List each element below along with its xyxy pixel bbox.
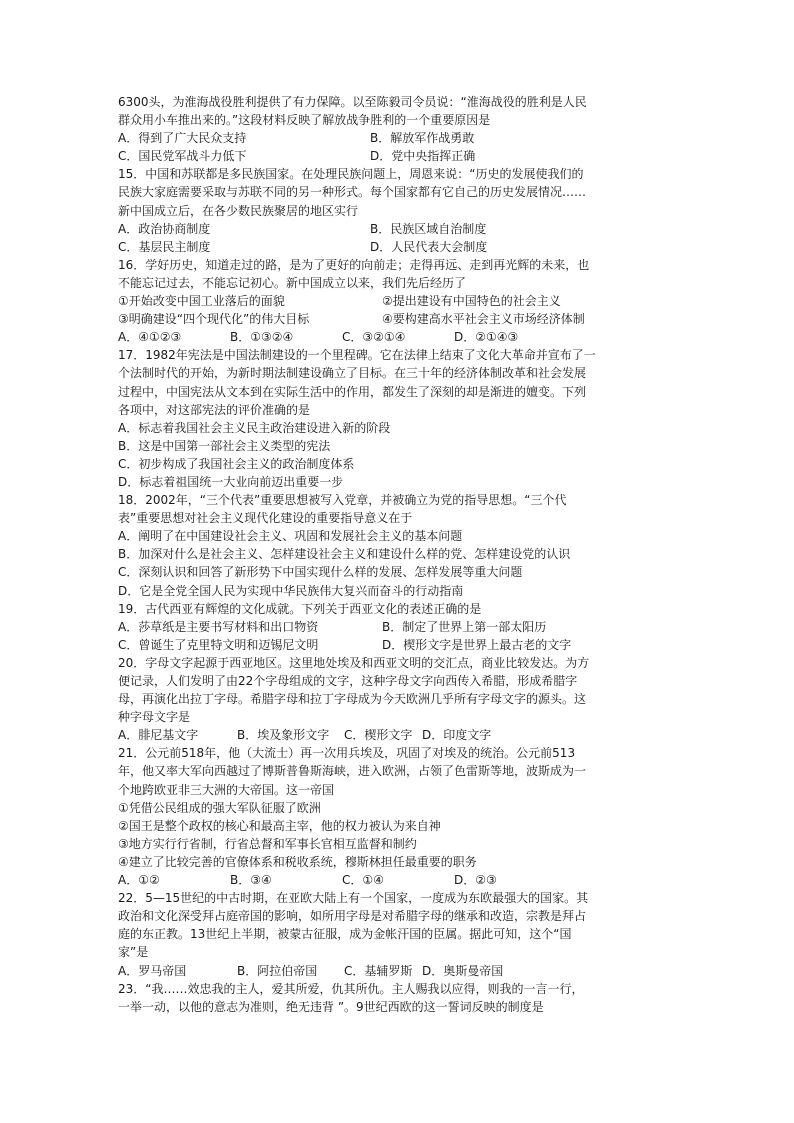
statement-4: ④建立了比较完善的官僚体系和税收系统，穆斯林担任最重要的职务 <box>118 854 477 869</box>
question-text: 过程中，中国宪法从文本到在实际生活中的作用，都发生了深刻的却是渐进的嬗变。下列 <box>118 384 587 399</box>
option-a: A．标志着我国社会主义民主政治建设进入新的阶段 <box>118 420 391 435</box>
option-c: C．基层民主制度 <box>118 239 211 254</box>
option-d: D．它是全党全国人民为实现中华民族伟大复兴而奋斗的行动指南 <box>118 583 464 598</box>
statement-4: ④要构建高水平社会主义市场经济体制 <box>382 312 585 327</box>
question-text: 种字母文字是 <box>118 710 191 725</box>
option-a: A．得到了广大民众支持 <box>118 131 247 146</box>
option-row <box>118 726 678 744</box>
option-d: D．印度文字 <box>422 728 492 743</box>
question-text: 群众用小车推出来的。”这段材料反映了解放战争胜利的一个重要原因是 <box>118 113 491 128</box>
statement-2: ②国王是整个政权的核心和最高主宰，他的权力被认为来自神 <box>118 818 441 833</box>
statement-row <box>118 310 678 328</box>
option-b: B．埃及象形文字 <box>237 728 330 743</box>
exam-page <box>118 93 678 1016</box>
question-19-stem: 19．古代西亚有辉煌的文化成就。下列关于西亚文化的表述正确的是 <box>118 601 482 616</box>
question-22-stem: 22．5—15世纪的中古时期，在亚欧大陆上有一个国家，一度成为东欧最强大的国家。其 <box>118 891 589 906</box>
option-b: B．加深对什么是社会主义、怎样建设社会主义和建设什么样的党、怎样建设党的认识 <box>118 547 571 562</box>
option-b: B．这是中国第一部社会主义类型的宪法 <box>118 438 331 453</box>
option-row <box>118 636 678 654</box>
option-c: C．曾诞生了克里特文明和迈锡尼文明 <box>118 637 319 652</box>
option-d: D．②①④③ <box>454 330 519 345</box>
question-text: 年，他又率大军向西越过了博斯普鲁斯海峡，进入欧洲，占领了色雷斯等地，波斯成为一 <box>118 764 587 779</box>
option-c: C．楔形文字 <box>344 728 413 743</box>
option-a: A．①② <box>118 873 160 888</box>
option-row <box>118 147 678 165</box>
option-b: B．解放军作战勇敢 <box>370 131 475 146</box>
question-18-stem: 18．2002年，“三个代表”重要思想被写入党章，并被确立为党的指导思想。“三个代 <box>118 493 567 508</box>
question-text: 个地跨欧亚非三大洲的大帝国。这一帝国 <box>118 782 335 797</box>
question-15-stem: 15．中国和苏联都是多民族国家。在处理民族问题上，周恩来说：“历史的发展使我们的 <box>118 167 584 182</box>
question-17-stem: 17．1982年宪法是中国法制建设的一个里程碑。它在法律上结束了文化大革命并宣布了一 <box>118 348 596 363</box>
question-text: 庭的东正教。13世纪上半期，被蒙古征服，成为金帐汗国的臣属。据此可知，这个“国 <box>118 927 572 942</box>
question-23-stem: 23．“我……效忠我的主人，爱其所爱，仇其所仇。主人赐我以应得，则我的一言一行， <box>118 981 584 996</box>
option-d: D．楔形文字是世界上最古老的文字 <box>382 637 572 652</box>
option-c: C．深刻认识和回答了新形势下中国实现什么样的发展、怎样发展等重大问题 <box>118 565 523 580</box>
question-20-stem: 20．字母文字起源于西亚地区。这里地处埃及和西亚文明的交汇点，商业比较发达。为方 <box>118 655 590 670</box>
question-text: 一举一动，以他的意志为准则，绝无违背 ”。9世纪西欧的这一誓词反映的制度是 <box>118 999 544 1014</box>
option-row <box>118 328 678 346</box>
statement-1: ①开始改变中国工业落后的面貌 <box>118 294 285 309</box>
option-a: A．莎草纸是主要书写材料和出口物资 <box>118 619 319 634</box>
question-text: 各项中，对这部宪法的评价准确的是 <box>118 402 311 417</box>
question-text: 不能忘记过去，不能忘记初心。新中国成立以来，我们先后经历了 <box>118 275 467 290</box>
option-c: C．初步构成了我国社会主义的政治制度体系 <box>118 456 355 471</box>
question-text: 政治和文化深受拜占庭帝国的影响，如所用字母是对希腊字母的继承和改造，宗教是拜占 <box>118 909 587 924</box>
option-a: A．④①②③ <box>118 330 182 345</box>
option-row <box>118 962 678 980</box>
question-text: 民族大家庭需要采取与苏联不同的另一种形式。每个国家都有它自己的历史发展情况…… <box>118 185 587 200</box>
option-row <box>118 129 678 147</box>
option-d: D．党中央指挥正确 <box>370 149 476 164</box>
question-text: 便记录，人们发明了由22个字母组成的文字，这种字母文字向西传入希腊，形成希腊字 <box>118 674 578 688</box>
option-a: A．腓尼基文字 <box>118 728 199 743</box>
option-b: B．阿拉伯帝国 <box>237 963 318 978</box>
question-16-stem: 16．学好历史，知道走过的路，是为了更好的向前走；走得再远、走到再光辉的未来，也 <box>118 257 590 272</box>
question-text: 新中国成立后，在各少数民族聚居的地区实行 <box>118 203 359 218</box>
question-21-stem: 21．公元前518年，他（大流士）再一次用兵埃及，巩固了对埃及的统治。公元前513 <box>118 746 576 761</box>
option-d: D．奥斯曼帝国 <box>422 963 504 978</box>
option-row <box>118 871 678 889</box>
statement-2: ②提出建设有中国特色的社会主义 <box>382 294 561 309</box>
option-c: C．国民党军战斗力低下 <box>118 149 247 164</box>
option-c: C．③②①④ <box>342 330 406 345</box>
question-text: 表”重要思想对社会主义现代化建设的重要指导意义在于 <box>118 511 413 526</box>
option-c: C．基辅罗斯 <box>344 963 413 978</box>
option-d: D．②③ <box>454 873 497 888</box>
option-a: A．罗马帝国 <box>118 963 187 978</box>
option-b: B．①③②④ <box>230 330 294 345</box>
option-b: B．民族区域自治制度 <box>370 221 487 236</box>
option-b: B．③④ <box>230 873 272 888</box>
option-d: D．标志着祖国统一大业向前迈出重要一步 <box>118 474 344 489</box>
statement-3: ③地方实行行省制，行省总督和军事长官相互监督和制约 <box>118 836 417 851</box>
question-text: 母，再演化出拉丁字母。希腊字母和拉丁字母成为今天欧洲几乎所有字母文字的源头。这 <box>118 692 587 707</box>
option-c: C．①④ <box>342 873 384 888</box>
option-row <box>118 220 678 238</box>
question-text: 家”是 <box>118 945 149 960</box>
option-a: A．阐明了在中国建设社会主义、巩固和发展社会主义的基本问题 <box>118 529 463 544</box>
question-text: 个法制时代的开始，为新时期法制建设确立了目标。在三十年的经济体制改革和社会发展 <box>118 366 587 381</box>
statement-row <box>118 292 678 310</box>
option-b: B．制定了世界上第一部太阳历 <box>382 619 547 634</box>
option-row <box>118 618 678 636</box>
option-a: A．政治协商制度 <box>118 221 211 236</box>
question-text: 6300头，为淮海战役胜利提供了有力保障。以至陈毅司令员说：“淮海战役的胜利是人民 <box>118 95 587 109</box>
statement-1: ①凭借公民组成的强大军队征服了欧洲 <box>118 800 321 815</box>
statement-3: ③明确建设“四个现代化”的伟大目标 <box>118 312 310 327</box>
option-d: D．人民代表大会制度 <box>370 239 488 254</box>
option-row <box>118 238 678 256</box>
